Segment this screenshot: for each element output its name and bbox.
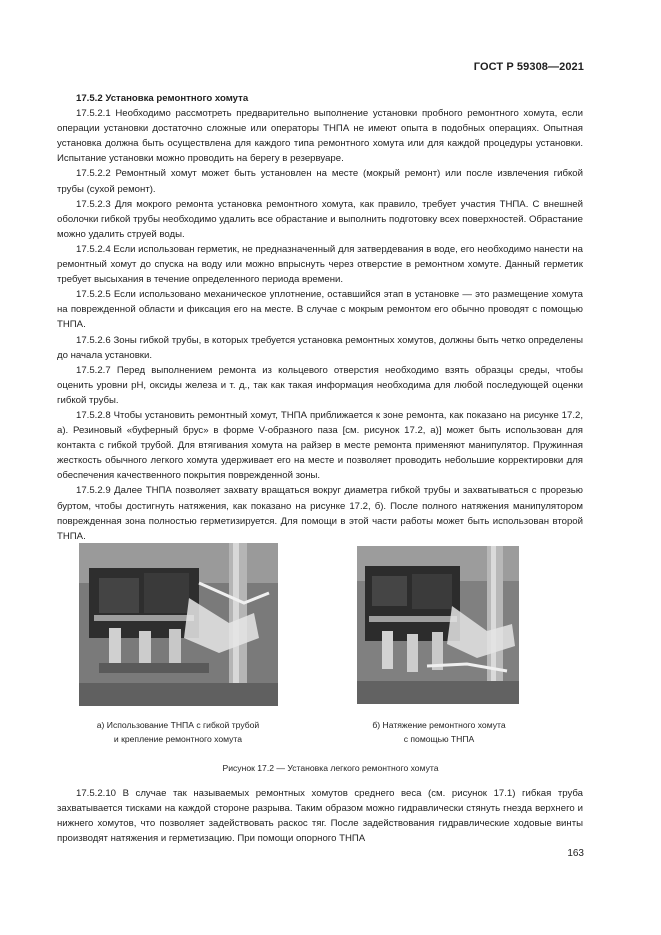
paragraph: 17.5.2.1 Необходимо рассмотреть предварительно выполнение установки пробного ремонтного хомута, если операции установки достаточно сложные или операторы ТНПА не имеют опыта в подобных операциях. Опытная установка должна быть осуществлена для каждого типа ремонтного хомута или для каждой процедуры установки. Испытание установки можно проводить на берегу в резервуаре. bbox=[57, 108, 583, 165]
figure-title: Рисунок 17.2 — Установка легкого ремонтного хомута bbox=[222, 763, 439, 773]
paragraph: 17.5.2.4 Если использован герметик, не предназначенный для затвердевания в воде, его необходимо нанести на ремонтный хомут до спуска на воду или можно впрыснуть через отверстие в ремонтном хомуте. Данный герметик требует высыхания в течение определенного периода времени. bbox=[57, 243, 583, 286]
paragraph: 17.5.2.8 Чтобы установить ремонтный хомут, ТНПА приближается к зоне ремонта, как показано на рисунке 17.2, а). Резиновый «буферный брус» в форме V-образного паза [см. рисунок 17.2, а)] может быть использован для контакта с гибкой трубой. Для втягивания хомута на райзер в месте ремонта применяют манипулятор. Пружинная жесткость обычного легкого хомута удерживает его на месте и позволяет проводить небольшие корректировки для обеспечения качественного покрытия поврежденной зоны. bbox=[57, 409, 583, 482]
caption-a-line2: и крепление ремонтного хомута bbox=[113, 733, 243, 744]
section-continuation bbox=[57, 786, 583, 846]
page-number: 163 bbox=[567, 848, 584, 859]
figure-caption-a bbox=[60, 719, 296, 746]
paragraph: 17.5.2.7 Перед выполнением ремонта из кольцевого отверстия необходимо взять образцы среды, чтобы оценить уровни pH, оксиды железа и т. д., так как такая информация необходима для любой последующей оценки гибкой трубы. bbox=[57, 364, 583, 406]
paragraph: 17.5.2.5 Если использовано механическое уплотнение, оставшийся этап в установке — это размещение хомута на поврежденной области и фиксация его на месте. В случае с мокрым ремонтом его обычно проводят с помощью ТНПА. bbox=[57, 289, 583, 331]
paragraph: 17.5.2.6 Зоны гибкой трубы, в которых требуется установка ремонтных хомутов, должны быть четко определены до начала установки. bbox=[57, 334, 583, 361]
paragraph: 17.5.2.10 В случае так называемых ремонтных хомутов среднего веса (см. рисунок 17.1) гибкая труба захватывается тисками на каждой стороне разрыва. Таким образом можно гидравлически стянуть гнезда верхнего и нижнего хомутов, что позволяет задействовать раскос тяг. После задействования гидравлические ходовые винты производят натяжения и герметизацию. При помощи опорного ТНПА bbox=[57, 788, 583, 845]
caption-b-line2: с помощью ТНПА bbox=[403, 733, 475, 744]
standard-number: ГОСТ Р 59308—2021 bbox=[473, 61, 584, 73]
paragraph: 17.5.2.9 Далее ТНПА позволяет захвату вращаться вокруг диаметра гибкой трубы и захватываться с прорезью буртом, чтобы достигнуть натяжения, как показано на рисунке 17.2, б). После полного натяжения манипулятором поврежденная зона полностью герметизируется. Для помощи в этой части работы может быть использован второй ТНПА. bbox=[57, 485, 583, 542]
figure-caption-b bbox=[344, 719, 534, 746]
paragraph: 17.5.2.3 Для мокрого ремонта установка ремонтного хомута, как правило, требует участия ТНПА. С внешней оболочки гибкой трубы необходимо удалить все обрастание и выполнить подготовку всех поверхностей. Обрастание можно удалить струей воды. bbox=[57, 198, 583, 240]
figure-17-2 bbox=[0, 543, 661, 763]
section-heading: 17.5.2 Установка ремонтного хомута bbox=[76, 93, 249, 104]
photo-rov-clamp-install bbox=[79, 543, 278, 706]
caption-a-line1: а) Использование ТНПА с гибкой трубой bbox=[96, 720, 260, 730]
photo-rov-clamp-tension bbox=[357, 546, 519, 704]
caption-b-line1: б) Натяжение ремонтного хомута bbox=[372, 720, 506, 730]
section-body bbox=[57, 91, 583, 544]
paragraph: 17.5.2.2 Ремонтный хомут может быть установлен на месте (мокрый ремонт) или после извлечения гибкой трубы (сухой ремонт). bbox=[57, 168, 583, 195]
